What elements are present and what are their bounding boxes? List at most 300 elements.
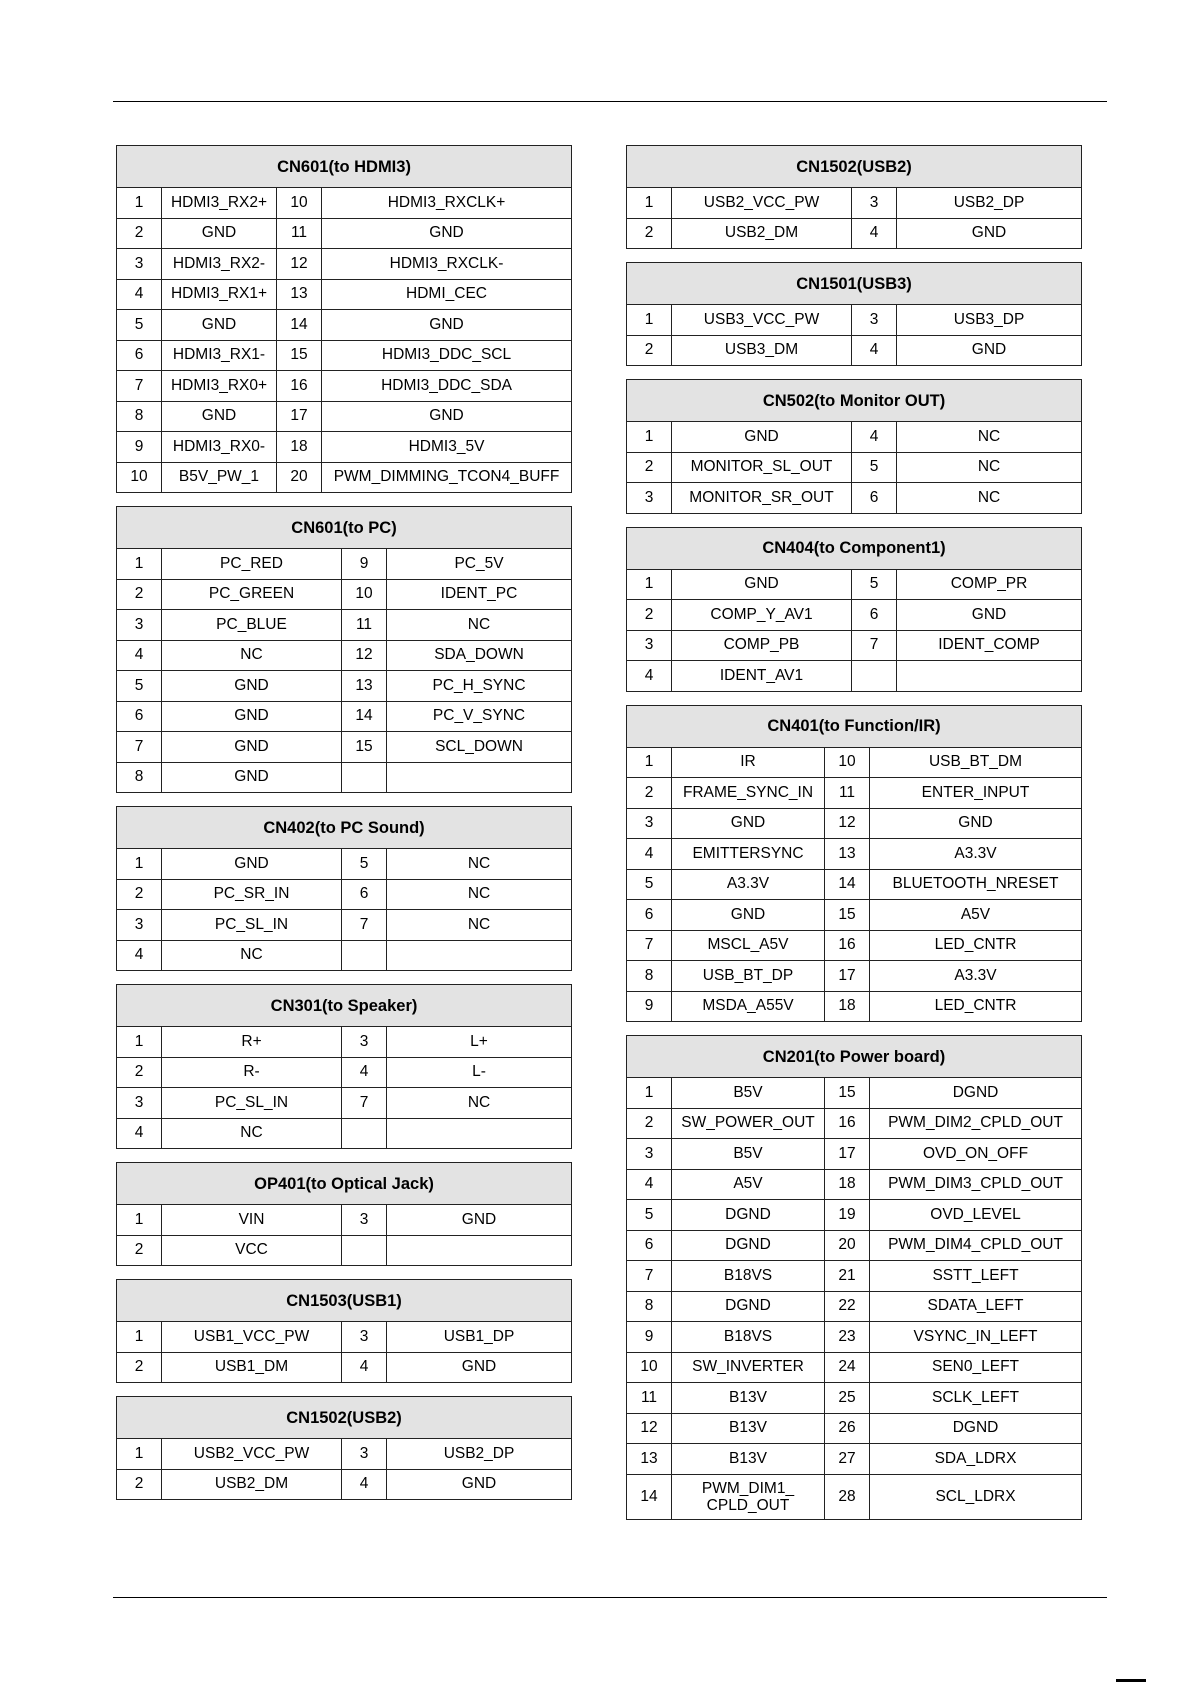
signal-name: NC [387, 910, 572, 941]
pin-number: 5 [627, 869, 672, 900]
table-row [117, 1027, 572, 1058]
table-row [627, 1108, 1082, 1139]
pin-number: 5 [342, 849, 387, 880]
pin-number: 15 [342, 732, 387, 763]
pin-number: 1 [117, 1027, 162, 1058]
signal-name: B13V [672, 1383, 825, 1414]
pin-number: 14 [627, 1474, 672, 1519]
signal-name: GND [897, 600, 1082, 631]
pin-number: 2 [117, 879, 162, 910]
pin-number [342, 762, 387, 793]
table-row [627, 188, 1082, 219]
signal-name: USB_BT_DP [672, 961, 825, 992]
signal-name: COMP_Y_AV1 [672, 600, 852, 631]
signal-name: MSCL_A5V [672, 930, 825, 961]
signal-name: IDENT_COMP [897, 630, 1082, 661]
signal-name: B5V_PW_1 [162, 462, 277, 493]
signal-name: A5V [870, 900, 1082, 931]
signal-name: A3.3V [870, 839, 1082, 870]
pin-number: 2 [627, 452, 672, 483]
connector-table [116, 506, 572, 793]
signal-name: IDENT_AV1 [672, 661, 852, 692]
table-row [627, 991, 1082, 1022]
signal-name: A3.3V [672, 869, 825, 900]
signal-name [387, 1118, 572, 1149]
signal-name: GND [322, 401, 572, 432]
pin-number: 1 [627, 422, 672, 453]
pin-number: 4 [342, 1352, 387, 1383]
table-row [627, 1078, 1082, 1109]
connector-table [116, 1279, 572, 1383]
pin-number: 22 [825, 1291, 870, 1322]
signal-name: HDMI3_RX0+ [162, 371, 277, 402]
pin-number: 4 [342, 1057, 387, 1088]
table-row [627, 305, 1082, 336]
signal-name: GND [162, 671, 342, 702]
pin-number: 25 [825, 1383, 870, 1414]
connector-title: CN301(to Speaker) [117, 985, 572, 1027]
signal-name: SW_POWER_OUT [672, 1108, 825, 1139]
signal-name: SSTT_LEFT [870, 1261, 1082, 1292]
pin-number: 3 [627, 483, 672, 514]
signal-name: L- [387, 1057, 572, 1088]
pin-number: 4 [117, 279, 162, 310]
signal-name: PC_SL_IN [162, 1088, 342, 1119]
signal-name [387, 1235, 572, 1266]
table-row [117, 910, 572, 941]
table-row [117, 671, 572, 702]
table-row [627, 1291, 1082, 1322]
pin-number: 3 [117, 1088, 162, 1119]
pin-number: 6 [627, 900, 672, 931]
signal-name: SW_INVERTER [672, 1352, 825, 1383]
pin-number: 12 [825, 808, 870, 839]
table-row [117, 340, 572, 371]
table-row [117, 310, 572, 341]
table-row [627, 930, 1082, 961]
table-row [627, 900, 1082, 931]
table-row [627, 1200, 1082, 1231]
pin-number: 3 [852, 305, 897, 336]
signal-name: DGND [870, 1078, 1082, 1109]
connector-table [626, 527, 1082, 692]
signal-name: GND [322, 218, 572, 249]
pin-number: 17 [825, 961, 870, 992]
signal-name: GND [387, 1469, 572, 1500]
pin-number: 2 [627, 1108, 672, 1139]
pin-number: 15 [825, 1078, 870, 1109]
signal-name: GND [672, 900, 825, 931]
table-row [117, 879, 572, 910]
table-row [627, 1261, 1082, 1292]
signal-name: NC [162, 1118, 342, 1149]
signal-name: GND [672, 808, 825, 839]
signal-name: NC [897, 422, 1082, 453]
signal-name: HDMI_CEC [322, 279, 572, 310]
signal-name: USB3_DP [897, 305, 1082, 336]
pin-number: 12 [277, 249, 322, 280]
pin-number: 8 [117, 762, 162, 793]
table-row [627, 1230, 1082, 1261]
pin-number: 11 [342, 610, 387, 641]
pin-number: 1 [627, 1078, 672, 1109]
signal-name: PC_H_SYNC [387, 671, 572, 702]
signal-name: HDMI3_RX0- [162, 432, 277, 463]
pin-number: 5 [852, 452, 897, 483]
signal-name: PC_BLUE [162, 610, 342, 641]
signal-name: HDMI3_DDC_SCL [322, 340, 572, 371]
signal-name: GND [162, 401, 277, 432]
signal-name: PC_RED [162, 549, 342, 580]
pin-number: 6 [627, 1230, 672, 1261]
pin-number: 21 [825, 1261, 870, 1292]
pin-number: 1 [117, 1322, 162, 1353]
table-row [117, 432, 572, 463]
connector-title: CN401(to Function/IR) [627, 705, 1082, 747]
table-row [627, 839, 1082, 870]
pin-number: 5 [852, 569, 897, 600]
table-row [627, 747, 1082, 778]
signal-name: DGND [672, 1291, 825, 1322]
connector-title: CN1501(USB3) [627, 263, 1082, 305]
signal-name: BLUETOOTH_NRESET [870, 869, 1082, 900]
signal-name: USB1_DM [162, 1352, 342, 1383]
pin-number: 4 [627, 839, 672, 870]
pin-number: 2 [117, 579, 162, 610]
table-row [627, 569, 1082, 600]
pin-number: 24 [825, 1352, 870, 1383]
pin-number: 3 [627, 1139, 672, 1170]
table-row [117, 1352, 572, 1383]
signal-name: B13V [672, 1444, 825, 1475]
signal-name: L+ [387, 1027, 572, 1058]
pin-number: 4 [852, 422, 897, 453]
table-row [117, 249, 572, 280]
left-column [116, 145, 571, 1513]
pin-number: 20 [825, 1230, 870, 1261]
pin-number: 9 [117, 432, 162, 463]
signal-name: IDENT_PC [387, 579, 572, 610]
signal-name: B18VS [672, 1322, 825, 1353]
table-row [117, 1205, 572, 1236]
pin-number: 1 [117, 1439, 162, 1470]
pin-number [342, 1235, 387, 1266]
pin-number: 2 [627, 778, 672, 809]
signal-name: USB1_DP [387, 1322, 572, 1353]
signal-name: NC [387, 1088, 572, 1119]
signal-name: HDMI3_RX2+ [162, 188, 277, 219]
table-row [117, 640, 572, 671]
pin-number: 5 [117, 671, 162, 702]
signal-name [387, 940, 572, 971]
signal-name: SDA_DOWN [387, 640, 572, 671]
signal-name [897, 661, 1082, 692]
connector-table [116, 806, 572, 971]
pin-number: 26 [825, 1413, 870, 1444]
pin-number: 20 [277, 462, 322, 493]
signal-name: PWM_DIM1_ CPLD_OUT [672, 1474, 825, 1519]
signal-name: GND [162, 701, 342, 732]
signal-name: HDMI3_RXCLK+ [322, 188, 572, 219]
signal-name: MONITOR_SL_OUT [672, 452, 852, 483]
pin-number: 13 [627, 1444, 672, 1475]
pin-number: 6 [852, 483, 897, 514]
table-row [627, 1169, 1082, 1200]
table-row [117, 849, 572, 880]
signal-name: GND [672, 569, 852, 600]
table-row [627, 1444, 1082, 1475]
table-row [627, 1413, 1082, 1444]
connector-table [626, 1035, 1082, 1520]
signal-name: VCC [162, 1235, 342, 1266]
table-row [627, 1383, 1082, 1414]
connector-title: CN201(to Power board) [627, 1036, 1082, 1078]
signal-name: USB_BT_DM [870, 747, 1082, 778]
signal-name: SCL_DOWN [387, 732, 572, 763]
pin-number: 13 [342, 671, 387, 702]
signal-name: LED_CNTR [870, 930, 1082, 961]
connector-table [626, 145, 1082, 249]
signal-name: HDMI3_5V [322, 432, 572, 463]
signal-name: LED_CNTR [870, 991, 1082, 1022]
signal-name: OVD_ON_OFF [870, 1139, 1082, 1170]
connector-table [626, 705, 1082, 1023]
table-row [117, 218, 572, 249]
table-row [627, 600, 1082, 631]
pin-number: 5 [117, 310, 162, 341]
signal-name: PC_SR_IN [162, 879, 342, 910]
connector-title: CN601(to HDMI3) [117, 146, 572, 188]
pin-number: 10 [627, 1352, 672, 1383]
signal-name: NC [897, 452, 1082, 483]
connector-title: CN1502(USB2) [117, 1397, 572, 1439]
pin-number: 16 [825, 1108, 870, 1139]
pin-number [852, 661, 897, 692]
pin-number: 13 [825, 839, 870, 870]
signal-name: NC [897, 483, 1082, 514]
pin-number: 4 [852, 335, 897, 366]
pin-number: 1 [117, 188, 162, 219]
table-row [117, 732, 572, 763]
right-column [626, 145, 1081, 1533]
pin-number: 16 [825, 930, 870, 961]
pin-number: 6 [117, 701, 162, 732]
footer-mark [1116, 1679, 1146, 1682]
pin-number [342, 940, 387, 971]
signal-name: PC_SL_IN [162, 910, 342, 941]
signal-name: B5V [672, 1139, 825, 1170]
pin-number: 7 [627, 1261, 672, 1292]
pin-number: 10 [825, 747, 870, 778]
signal-name: USB3_DM [672, 335, 852, 366]
pin-number: 1 [117, 849, 162, 880]
table-row [627, 778, 1082, 809]
signal-name: PWM_DIM2_CPLD_OUT [870, 1108, 1082, 1139]
table-row [117, 1118, 572, 1149]
signal-name: GND [162, 732, 342, 763]
signal-name: GND [162, 218, 277, 249]
signal-name: EMITTERSYNC [672, 839, 825, 870]
pin-number: 9 [627, 991, 672, 1022]
pin-number: 3 [627, 630, 672, 661]
signal-name: VSYNC_IN_LEFT [870, 1322, 1082, 1353]
signal-name: GND [387, 1205, 572, 1236]
signal-name: USB2_DM [162, 1469, 342, 1500]
table-row [627, 808, 1082, 839]
table-row [627, 961, 1082, 992]
pin-number: 7 [117, 371, 162, 402]
signal-name: USB2_VCC_PW [672, 188, 852, 219]
signal-name: USB3_VCC_PW [672, 305, 852, 336]
pin-number: 15 [825, 900, 870, 931]
signal-name: SDA_LDRX [870, 1444, 1082, 1475]
connector-table [626, 379, 1082, 514]
table-row [627, 630, 1082, 661]
signal-name: HDMI3_RXCLK- [322, 249, 572, 280]
table-row [627, 1322, 1082, 1353]
pin-number: 11 [825, 778, 870, 809]
signal-name: SCL_LDRX [870, 1474, 1082, 1519]
pin-number: 1 [627, 188, 672, 219]
signal-name: USB2_DM [672, 218, 852, 249]
pin-number: 12 [627, 1413, 672, 1444]
signal-name: IR [672, 747, 825, 778]
signal-name: PWM_DIM3_CPLD_OUT [870, 1169, 1082, 1200]
table-row [117, 279, 572, 310]
pin-number: 2 [627, 335, 672, 366]
pin-number: 4 [342, 1469, 387, 1500]
table-row [627, 1352, 1082, 1383]
signal-name: GND [162, 849, 342, 880]
table-row [627, 1139, 1082, 1170]
table-row [117, 701, 572, 732]
signal-name: B5V [672, 1078, 825, 1109]
table-row [627, 661, 1082, 692]
pin-number: 8 [627, 961, 672, 992]
pin-number: 4 [852, 218, 897, 249]
pin-number: 17 [825, 1139, 870, 1170]
pin-number: 18 [825, 991, 870, 1022]
table-row [117, 762, 572, 793]
pin-number: 7 [117, 732, 162, 763]
signal-name: PWM_DIM4_CPLD_OUT [870, 1230, 1082, 1261]
pin-number: 14 [277, 310, 322, 341]
pin-number: 6 [117, 340, 162, 371]
table-row [117, 371, 572, 402]
signal-name: GND [672, 422, 852, 453]
signal-name: A3.3V [870, 961, 1082, 992]
signal-name: GND [870, 808, 1082, 839]
signal-name: ENTER_INPUT [870, 778, 1082, 809]
pin-number: 11 [277, 218, 322, 249]
pin-number: 1 [117, 1205, 162, 1236]
pin-number: 17 [277, 401, 322, 432]
pin-number: 2 [117, 1352, 162, 1383]
pin-number: 15 [277, 340, 322, 371]
connector-table [626, 262, 1082, 366]
connector-title: CN502(to Monitor OUT) [627, 380, 1082, 422]
connector-table [116, 1396, 572, 1500]
signal-name: GND [387, 1352, 572, 1383]
connector-title: CN601(to PC) [117, 507, 572, 549]
pin-number: 4 [117, 940, 162, 971]
signal-name: SCLK_LEFT [870, 1383, 1082, 1414]
table-row [627, 869, 1082, 900]
signal-name: USB2_DP [387, 1439, 572, 1470]
signal-name: R- [162, 1057, 342, 1088]
pin-number: 12 [342, 640, 387, 671]
table-row [117, 1469, 572, 1500]
signal-name: HDMI3_RX2- [162, 249, 277, 280]
signal-name: USB1_VCC_PW [162, 1322, 342, 1353]
header-rule [113, 101, 1107, 102]
pin-number: 11 [627, 1383, 672, 1414]
pin-number: 7 [342, 1088, 387, 1119]
signal-name: USB2_VCC_PW [162, 1439, 342, 1470]
table-row [117, 1322, 572, 1353]
connector-table [116, 1162, 572, 1266]
pin-number [342, 1118, 387, 1149]
signal-name: GND [897, 335, 1082, 366]
pin-number: 10 [342, 579, 387, 610]
signal-name: VIN [162, 1205, 342, 1236]
signal-name: HDMI3_DDC_SDA [322, 371, 572, 402]
pin-number: 3 [342, 1322, 387, 1353]
signal-name: SEN0_LEFT [870, 1352, 1082, 1383]
pin-number: 4 [117, 640, 162, 671]
connector-table [116, 145, 572, 493]
pin-number: 6 [342, 879, 387, 910]
table-row [117, 1057, 572, 1088]
pin-number: 7 [342, 910, 387, 941]
pin-number: 8 [117, 401, 162, 432]
pin-number: 2 [117, 1235, 162, 1266]
signal-name: B13V [672, 1413, 825, 1444]
signal-name: PC_5V [387, 549, 572, 580]
pin-number: 2 [627, 600, 672, 631]
pin-number: 7 [627, 930, 672, 961]
table-row [117, 462, 572, 493]
pin-number: 6 [852, 600, 897, 631]
signal-name: NC [387, 849, 572, 880]
signal-name: NC [162, 940, 342, 971]
pin-number: 3 [117, 249, 162, 280]
pin-number: 9 [627, 1322, 672, 1353]
connector-table [116, 984, 572, 1149]
pin-number: 1 [627, 305, 672, 336]
table-row [627, 335, 1082, 366]
signal-name: HDMI3_RX1- [162, 340, 277, 371]
table-row [117, 579, 572, 610]
table-row [117, 610, 572, 641]
pin-number: 1 [117, 549, 162, 580]
signal-name: NC [387, 610, 572, 641]
pin-number: 2 [627, 218, 672, 249]
signal-name: GND [322, 310, 572, 341]
pin-number: 4 [117, 1118, 162, 1149]
signal-name: R+ [162, 1027, 342, 1058]
signal-name: B18VS [672, 1261, 825, 1292]
signal-name: DGND [672, 1230, 825, 1261]
signal-name: HDMI3_RX1+ [162, 279, 277, 310]
table-row [117, 1439, 572, 1470]
pin-number: 2 [117, 218, 162, 249]
pin-number: 10 [117, 462, 162, 493]
signal-name: PC_V_SYNC [387, 701, 572, 732]
pin-number: 14 [825, 869, 870, 900]
signal-name: USB2_DP [897, 188, 1082, 219]
connector-title: CN402(to PC Sound) [117, 807, 572, 849]
